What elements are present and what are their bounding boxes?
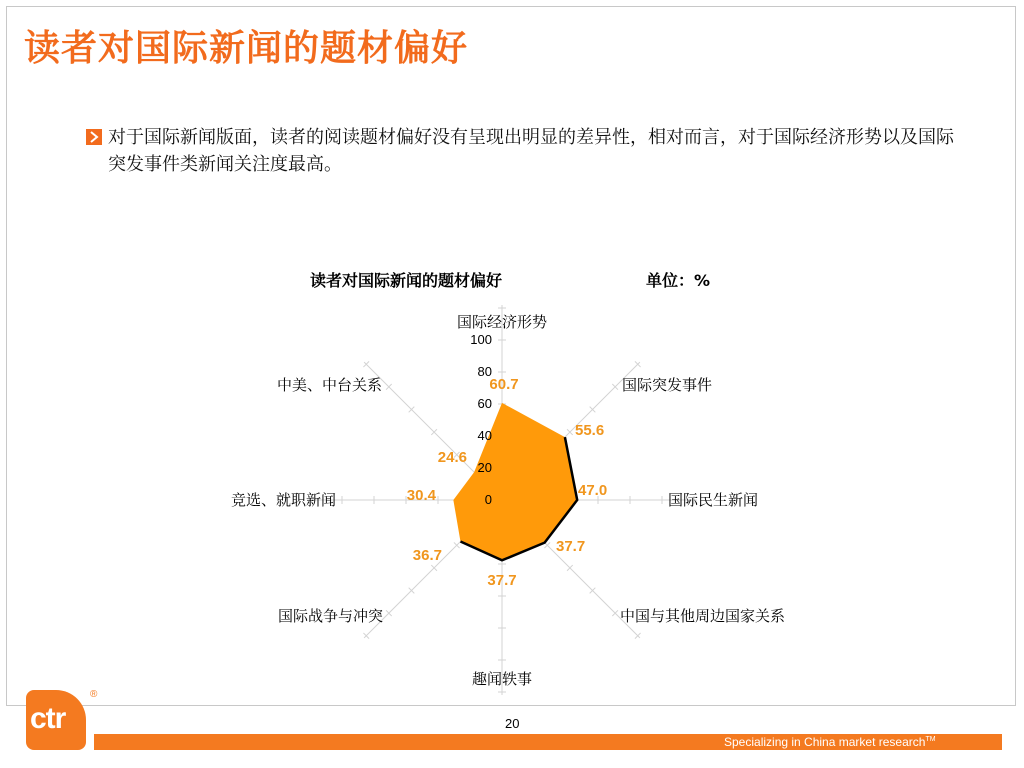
chart-unit-label: 单位：% — [646, 271, 711, 290]
radar-value-label: 55.6 — [575, 422, 605, 439]
chart-title: 读者对国际新闻的题材偏好 — [310, 271, 503, 290]
ctr-logo — [26, 690, 86, 750]
radar-value-label: 30.4 — [406, 487, 436, 504]
radar-value-label: 37.7 — [487, 572, 517, 589]
radar-value-label: 36.7 — [412, 547, 442, 564]
radar-area — [453, 403, 577, 560]
radar-category-label: 国际战争与冲突 — [277, 607, 383, 625]
radar-category-label: 竞选、就职新闻 — [230, 491, 336, 509]
radar-category-label: 国际民生新闻 — [668, 491, 759, 509]
footer-tagline-text: Specializing in China market research — [724, 735, 926, 749]
radar-tick-label: 20 — [477, 460, 492, 475]
radar-value-label: 37.7 — [556, 538, 586, 555]
radar-category-label: 中美、中台关系 — [276, 376, 382, 394]
logo-text: ctr — [30, 702, 66, 735]
slide-title: 读者对国际新闻的题材偏好 — [24, 28, 469, 69]
radar-category-label: 国际突发事件 — [622, 376, 713, 394]
trademark-mark: TM — [925, 736, 936, 743]
page-number: 20 — [505, 716, 520, 731]
registered-mark: ® — [90, 689, 98, 700]
radar-tick-label: 80 — [477, 364, 492, 379]
radar-tick-label: 0 — [484, 492, 492, 507]
radar-category-label: 国际经济形势 — [456, 313, 548, 331]
radar-tick-label: 100 — [470, 332, 492, 347]
radar-value-label: 24.6 — [437, 449, 467, 466]
radar-category-label: 趣闻轶事 — [471, 670, 533, 688]
radar-value-label: 60.7 — [489, 376, 519, 393]
bullet-text: 对于国际新闻版面，读者的阅读题材偏好没有呈现出明显的差异性，相对而言，对于国际经济形势以及国际突发事件类新闻关注度最高。 — [108, 127, 954, 175]
footer-tagline — [724, 735, 936, 749]
radar-category-label: 中国与其他周边国家关系 — [620, 607, 786, 625]
radar-tick-label: 60 — [477, 396, 492, 411]
radar-tick-label: 40 — [477, 428, 492, 443]
radar-value-label: 47.0 — [578, 482, 608, 499]
